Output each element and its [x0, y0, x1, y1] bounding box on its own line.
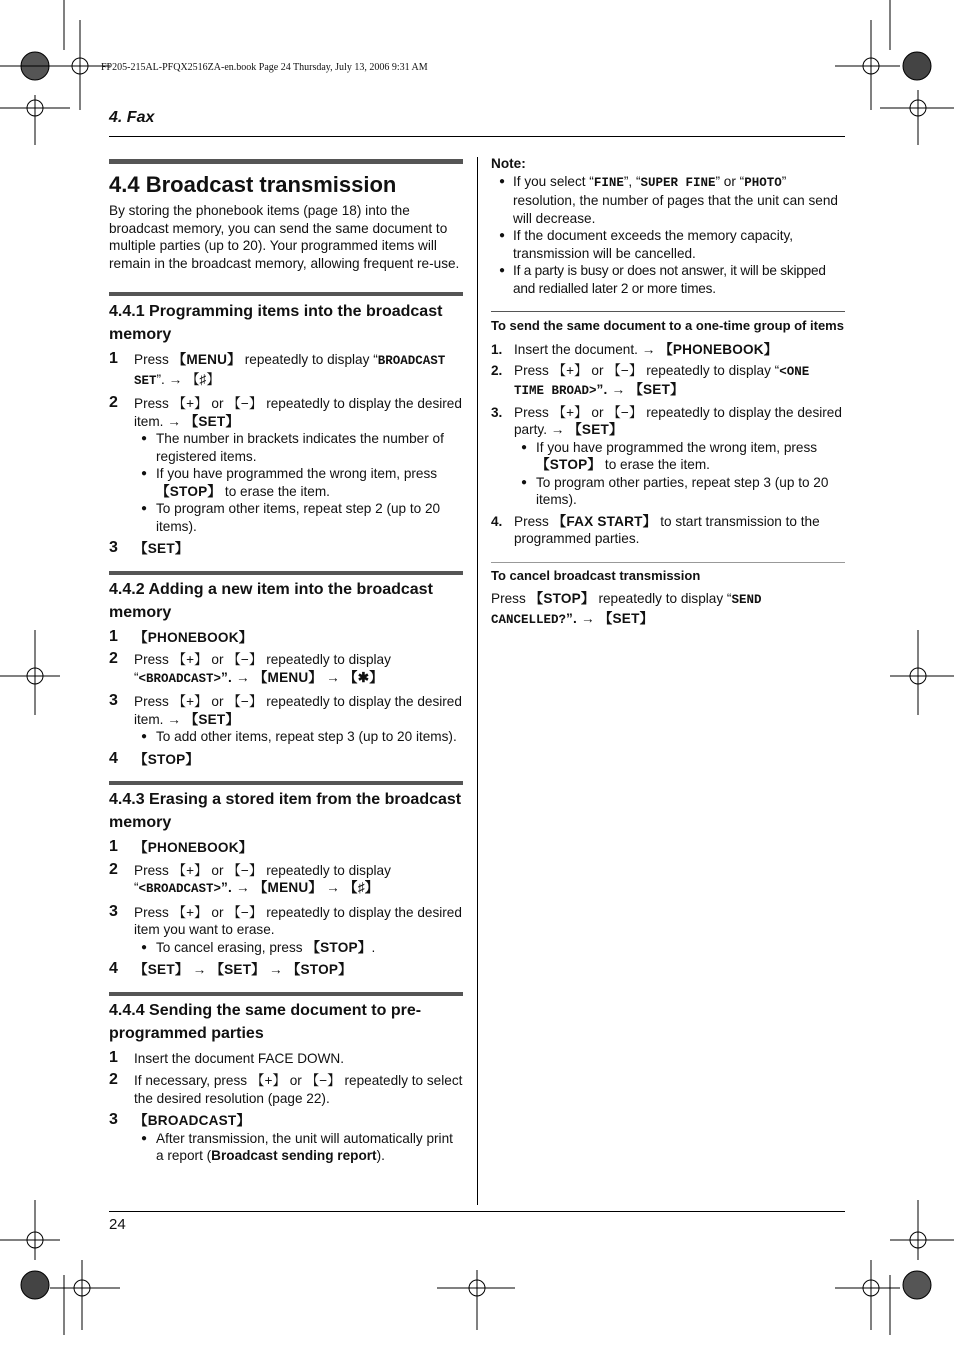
s1-bullet-1: ● The number in brackets indicates the number of registered items.	[141, 431, 444, 464]
heading-4-4-1: 4.4.1 Programming items into the broadcast memory	[109, 303, 443, 343]
s3-bullet-1: ● To cancel erasing, press 【STOP】.	[141, 939, 376, 955]
s1-bullet-3: ● To program other items, repeat step 2 (up to 20 items).	[141, 501, 441, 534]
note-bullet-2: ● If the document exceeds the memory capacity, transmission will be cancelled.	[499, 228, 794, 261]
page-number: 24	[109, 1216, 126, 1233]
s1-step-2: 2 Press 【+】 or 【−】 repeatedly to display the desired item. → 【SET】 ● The number in brackets indicates the number of registered items. ● If you have programmed the wrong item, press 【STOP】 to erase the item. ● To program other items, repeat step 2 (up to 20 items).	[109, 394, 462, 534]
heading-4-4-4: 4.4.4 Sending the same document to pre-programmed parties	[109, 1001, 422, 1042]
heading-4-4-2: 4.4.2 Adding a new item into the broadcast memory	[109, 580, 433, 621]
s3-step-1: 1 【PHONEBOOK】	[109, 838, 253, 855]
onetime-heading: To send the same document to a one-time group of items	[491, 318, 844, 333]
onetime-bullet-2: ● To program other parties, repeat step 3 (up to 20 items).	[521, 474, 829, 507]
s4-bullet-1: ● After transmission, the unit will automatically print a report (Broadcast sending report).	[141, 1130, 453, 1163]
s3-step-3: 3 Press 【+】 or 【−】 repeatedly to display the desired item you want to erase. ● To cancel erasing, press 【STOP】.	[109, 902, 462, 955]
s3-step-4: 4 【SET】 → 【SET】 → 【STOP】	[109, 960, 352, 977]
s1-bullet-2: ● If you have programmed the wrong item, press 【STOP】 to erase the item.	[141, 466, 438, 499]
s4-step-1: 1 Insert the document FACE DOWN.	[109, 1048, 345, 1066]
s2-step-3: 3 Press 【+】 or 【−】 repeatedly to display the desired item. → 【SET】 ● To add other items, repeat step 3 (up to 20 items).	[109, 692, 462, 744]
onetime-step-2: 2. Press 【+】 or 【−】 repeatedly to display “<ONE TIME BROAD>”. → 【SET】	[491, 362, 810, 398]
s4-step-2: 2 If necessary, press 【+】 or 【−】 repeatedly to select the desired resolution (page 22).	[109, 1071, 463, 1106]
note-label: Note:	[491, 156, 526, 171]
onetime-step-1: 1. Insert the document. → 【PHONEBOOK】	[491, 342, 778, 357]
cancel-text: Press 【STOP】 repeatedly to display “SEND CANCELLED?”. → 【SET】	[491, 591, 762, 627]
left-column	[109, 159, 463, 1165]
intro-text: By storing the phonebook items (page 18) into the broadcast memory, you can send the same document to multiple parties (up to 20). Your programmed items will remain in the broadcast memory, allowing frequent re-use.	[109, 203, 460, 271]
s2-step-1: 1 【PHONEBOOK】	[109, 627, 253, 645]
right-column	[491, 155, 845, 629]
s4-step-3: 3 【BROADCAST】 ● After transmission, the unit will automatically print a report (Broadcast sending report).	[109, 1112, 463, 1165]
footer-rule	[109, 1211, 845, 1212]
s1-step-1: 1 Press 【MENU】 repeatedly to display “BROADCAST SET”. → 【♯】	[109, 350, 446, 388]
column-divider	[477, 157, 478, 1205]
note-bullet-1: ● If you select “FINE”, “SUPER FINE” or “PHOTO” resolution, the number of pages that the unit can send will decrease.	[499, 173, 838, 226]
s2-step-4: 4 【STOP】	[109, 749, 200, 767]
s2-step-2: 2 Press 【+】 or 【−】 repeatedly to display “<BROADCAST>”. → 【MENU】 → 【✱】	[109, 650, 391, 686]
s3-step-2: 2 Press 【+】 or 【−】 repeatedly to display “<BROADCAST>”. → 【MENU】 → 【♯】	[109, 860, 391, 896]
heading-4-4-3: 4.4.3 Erasing a stored item from the broadcast memory	[109, 791, 462, 831]
header-rule	[109, 136, 845, 137]
cancel-heading: To cancel broadcast transmission	[491, 567, 701, 583]
onetime-step-4: 4. Press 【FAX START】 to start transmission to the programmed parties.	[491, 513, 820, 546]
note-bullet-3: ● If a party is busy or does not answer, it will be skipped and redialled later 2 or more times.	[499, 263, 826, 296]
section-label: 4. Fax	[109, 109, 155, 126]
onetime-bullet-1: ● If you have programmed the wrong item, press 【STOP】 to erase the item.	[521, 439, 818, 472]
page-title: 4.4 Broadcast transmission	[109, 172, 397, 197]
s2-bullet-1: ● To add other items, repeat step 3 (up to 20 items).	[141, 729, 457, 744]
title-rule	[109, 159, 463, 164]
onetime-step-3: 3. Press 【+】 or 【−】 repeatedly to display the desired party. → 【SET】 ● If you have programmed the wrong item, press 【STOP】 to erase the item. ● To program other parties, repeat step 3 (up to 20 items).	[491, 404, 845, 509]
file-info: FP205-215AL-PFQX2516ZA-en.book Page 24 Thursday, July 13, 2006 9:31 AM	[101, 62, 428, 73]
s1-step-3: 3 【SET】	[109, 539, 189, 556]
